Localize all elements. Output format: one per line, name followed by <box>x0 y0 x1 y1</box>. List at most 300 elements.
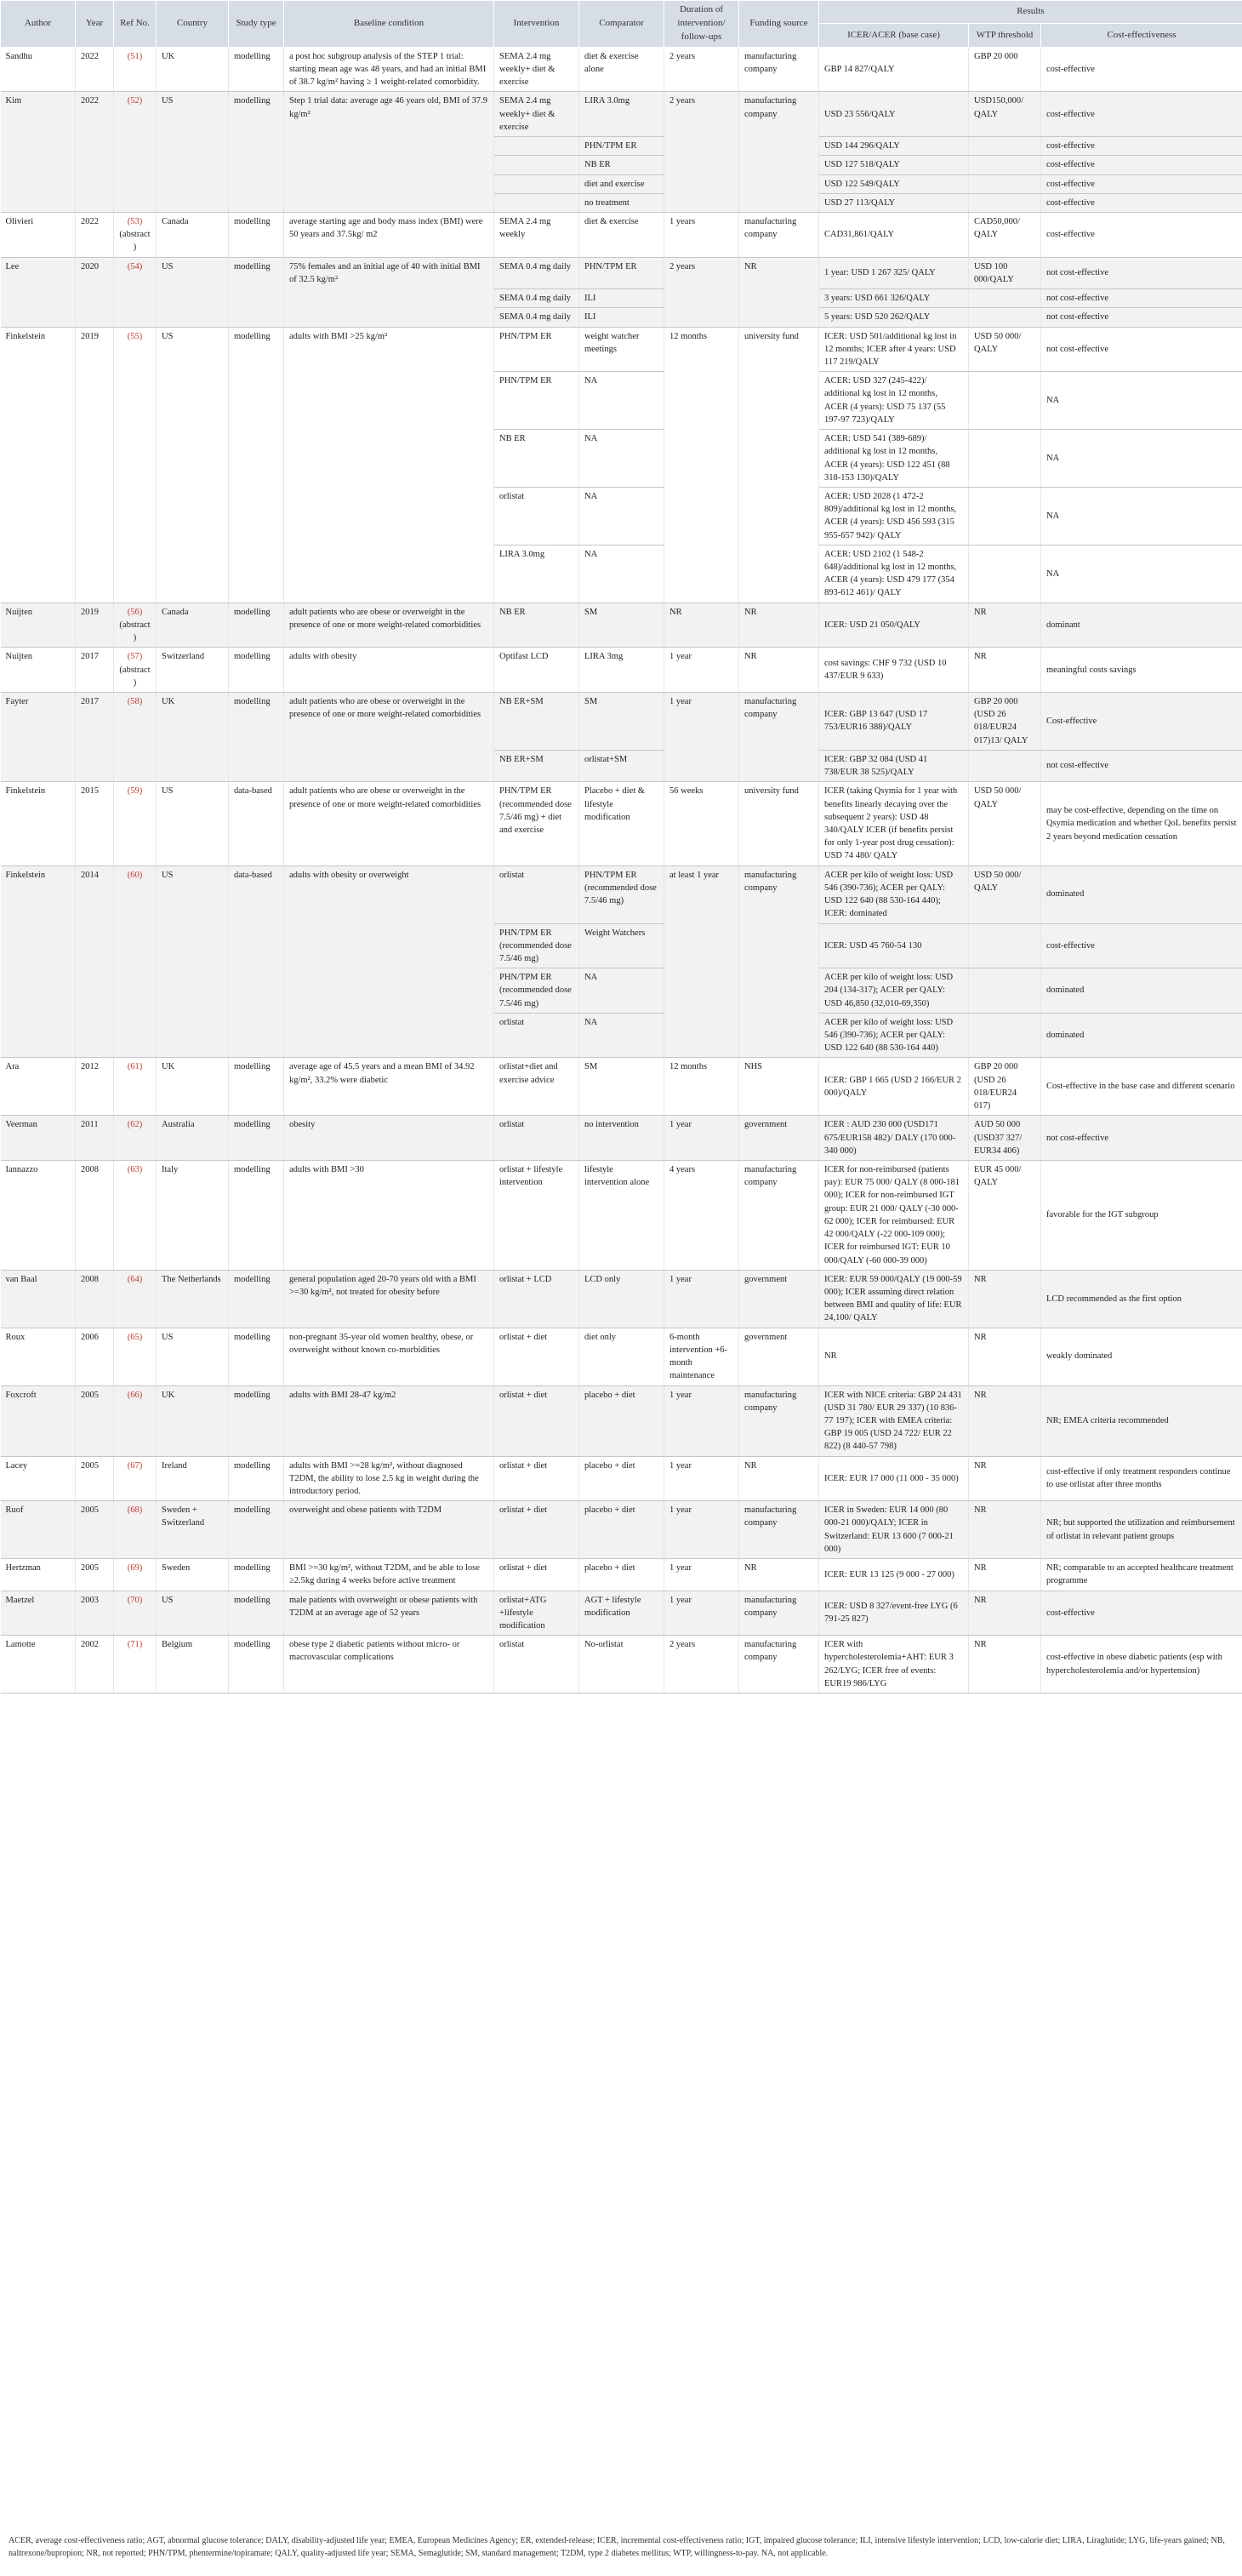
intervention-cell: SEMA 0.4 mg daily <box>494 308 579 327</box>
wtp-cell: USD 50 000/ QALY <box>969 865 1041 923</box>
comparator-cell: SM <box>579 1058 664 1116</box>
duration-cell: 4 years <box>664 1161 739 1271</box>
duration-cell: 2 years <box>664 257 739 327</box>
comparator-cell: SM <box>579 603 664 648</box>
study-type-cell: modelling <box>229 1161 284 1271</box>
intervention-cell: NB ER+SM <box>494 693 579 751</box>
comparator-cell: placebo + diet <box>579 1385 664 1456</box>
baseline-cell: obese type 2 diabetic patients without micro- or macrovascular complications <box>284 1636 494 1694</box>
intervention-cell: SEMA 2.4 mg weekly <box>494 213 579 258</box>
cost-effectiveness-cell: NA <box>1041 430 1242 488</box>
icer-cell: 3 years: USD 661 326/QALY <box>819 289 969 308</box>
table-row <box>1 1270 1242 1328</box>
intervention-cell <box>494 193 579 212</box>
duration-cell: 56 weeks <box>664 782 739 865</box>
table-row <box>1 1328 1242 1385</box>
wtp-cell: AUD 50 000 (USD37 327/ EUR34 406) <box>969 1116 1041 1161</box>
wtp-cell <box>969 174 1041 193</box>
comparator-cell: NA <box>579 372 664 430</box>
ref-cell <box>114 693 157 782</box>
cost-effectiveness-cell: not cost-effective <box>1041 257 1242 288</box>
reference-link[interactable]: (58) <box>127 697 143 706</box>
year-cell: 2003 <box>76 1591 114 1636</box>
funding-cell: manufacturing company <box>739 213 819 258</box>
intervention-cell: PHN/TPM ER (recommended dose 7.5/46 mg) + diet and exercise <box>494 782 579 865</box>
ref-cell <box>114 1636 157 1694</box>
baseline-cell: Step 1 trial data: average age 46 years old, BMI of 37.9 kg/m² <box>284 92 494 213</box>
table-footnote: ACER, average cost-effectiveness ratio; AGT, abnormal glucose tolerance; DALY, disability-adjusted life year; EMEA, European Medicines Agency; ER, extended-release; ICER, incremental cost-effectiveness ratio; IGT, impaired glucose tolerance; ILI, intensive lifestyle intervention; LCD, low-calorie diet; LIRA, Liraglutide; LYG, life-years gained; NB, naltrexone/bupropion; NR, not reported; PHN/TPM, phentermine/topiramate; QALY, quality-adjusted life year; SEMA, Semaglutide; SM, standard management; T2DM, type 2 diabetes mellitus; WTP, willingness-to-pay. NA, not applicable. <box>9 2536 1225 2558</box>
reference-link[interactable]: (53) <box>127 217 143 226</box>
cost-effectiveness-cell: cost-effective in obese diabetic patients (esp with hypercholesterolemia and/or hypertension) <box>1041 1636 1242 1694</box>
ref-cell <box>114 648 157 693</box>
duration-cell: 1 year <box>664 1501 739 1559</box>
wtp-cell: NR <box>969 1501 1041 1559</box>
intervention-cell: PHN/TPM ER (recommended dose 7.5/46 mg) <box>494 968 579 1014</box>
comparator-cell: SM <box>579 693 664 751</box>
cost-effectiveness-cell: favorable for the IGT subgroup <box>1041 1161 1242 1271</box>
country-cell: US <box>157 327 229 603</box>
icer-cell: ICER with NICE criteria: GBP 24 431 (USD 31 780/ EUR 29 337) (10 836-77 197); ICER with EMEA criteria: GBP 19 005 (USD 24 722/ EUR 22 822) (8 440-57 798) <box>819 1385 969 1456</box>
intervention-cell: orlistat + diet <box>494 1501 579 1559</box>
country-cell: Australia <box>157 1116 229 1161</box>
cost-effectiveness-cell: NA <box>1041 372 1242 430</box>
reference-link[interactable]: (63) <box>127 1165 143 1174</box>
cost-effectiveness-cell: NA <box>1041 545 1242 603</box>
comparator-cell: diet and exercise <box>579 174 664 193</box>
icer-cell: ICER: GBP 13 647 (USD 17 753/EUR16 388)/QALY <box>819 693 969 751</box>
author-cell: Kim <box>1 92 76 213</box>
comparator-cell: NA <box>579 968 664 1014</box>
comparator-cell: NA <box>579 430 664 488</box>
duration-cell: 1 year <box>664 693 739 782</box>
icer-cell: USD 127 518/QALY <box>819 156 969 174</box>
cost-effectiveness-cell: dominated <box>1041 968 1242 1014</box>
reference-link[interactable]: (57) <box>127 652 143 662</box>
funding-cell: manufacturing company <box>739 1385 819 1456</box>
duration-cell: 1 year <box>664 1456 739 1501</box>
country-cell: UK <box>157 693 229 782</box>
intervention-cell: orlistat + LCD <box>494 1270 579 1328</box>
year-cell: 2015 <box>76 782 114 865</box>
reference-note: (abstract) <box>119 665 151 688</box>
ref-cell <box>114 257 157 327</box>
comparator-cell: diet only <box>579 1328 664 1385</box>
cost-effectiveness-cell: may be cost-effective, depending on the time on Qsymia medication and whether QoL benefits persist 2 years beyond medication cessation <box>1041 782 1242 865</box>
author-cell: Roux <box>1 1328 76 1385</box>
baseline-cell: adults with BMI >=28 kg/m², without diagnosed T2DM, the ability to lose 2.5 kg in weight during the introductory period. <box>284 1456 494 1501</box>
cost-effectiveness-cell: not cost-effective <box>1041 1116 1242 1161</box>
duration-cell: 1 year <box>664 1559 739 1591</box>
study-type-cell: modelling <box>229 1456 284 1501</box>
duration-cell: 12 months <box>664 327 739 603</box>
author-cell: Nuijten <box>1 603 76 648</box>
intervention-cell: PHN/TPM ER <box>494 327 579 372</box>
table-row <box>1 648 1242 693</box>
icer-cell: NR <box>819 1328 969 1385</box>
year-cell: 2005 <box>76 1501 114 1559</box>
intervention-cell: PHN/TPM ER <box>494 372 579 430</box>
comparator-cell: diet & exercise <box>579 213 664 258</box>
header-country: Country <box>157 1 229 48</box>
intervention-cell <box>494 137 579 156</box>
comparator-cell: No-orlistat <box>579 1636 664 1694</box>
year-cell: 2008 <box>76 1270 114 1328</box>
cost-effectiveness-cell: NR; but supported the utilization and reimbursement of orlistat in relevant patient groups <box>1041 1501 1242 1559</box>
funding-cell: manufacturing company <box>739 1591 819 1636</box>
wtp-cell <box>969 137 1041 156</box>
country-cell: US <box>157 257 229 327</box>
duration-cell: 1 year <box>664 1116 739 1161</box>
country-cell: Sweden + Switzerland <box>157 1501 229 1559</box>
funding-cell: NR <box>739 603 819 648</box>
reference-link[interactable]: (52) <box>127 96 143 106</box>
wtp-cell: USD 50 000/ QALY <box>969 782 1041 865</box>
duration-cell: 1 year <box>664 1591 739 1636</box>
comparator-cell: weight watcher meetings <box>579 327 664 372</box>
icer-cell: ACER per kilo of weight loss: USD 546 (390-736); ACER per QALY: USD 122 640 (88 530-164 440); ICER: dominated <box>819 865 969 923</box>
comparator-cell: ILI <box>579 308 664 327</box>
ref-cell <box>114 603 157 648</box>
duration-cell: 1 years <box>664 213 739 258</box>
baseline-cell: male patients with overweight or obese patients with T2DM at an average age of 52 years <box>284 1591 494 1636</box>
funding-cell: NR <box>739 1456 819 1501</box>
baseline-cell: adult patients who are obese or overweight in the presence of one or more weight-related comorbidities <box>284 603 494 648</box>
study-type-cell: modelling <box>229 693 284 782</box>
wtp-cell <box>969 1013 1041 1058</box>
intervention-cell: orlistat + diet <box>494 1559 579 1591</box>
icer-cell: ICER (taking Qsymia for 1 year with benefits linearly decaying over the subsequent 2 years): USD 48 340/QALY ICER (if benefits persist for only 1-year post drug cessation): USD 74 480/ QALY <box>819 782 969 865</box>
wtp-cell <box>969 289 1041 308</box>
table-row <box>1 327 1242 372</box>
country-cell: UK <box>157 47 229 92</box>
reference-link[interactable]: (66) <box>127 1390 143 1400</box>
cost-effectiveness-cell: cost-effective <box>1041 213 1242 258</box>
author-cell: Hertzman <box>1 1559 76 1591</box>
table-row <box>1 1456 1242 1501</box>
baseline-cell: general population aged 20-70 years old with a BMI >=30 kg/m², not treated for obesity before <box>284 1270 494 1328</box>
duration-cell: 1 year <box>664 648 739 693</box>
cost-effectiveness-cell: LCD recommended as the first option <box>1041 1270 1242 1328</box>
study-type-cell: data-based <box>229 865 284 1058</box>
header-icer: ICER/ACER (base case) <box>819 24 969 47</box>
year-cell: 2002 <box>76 1636 114 1694</box>
author-cell: Lacey <box>1 1456 76 1501</box>
wtp-cell: GBP 20 000 (USD 26 018/EUR24 017) <box>969 1058 1041 1116</box>
reference-link[interactable]: (61) <box>127 1062 143 1072</box>
intervention-cell: NB ER+SM <box>494 750 579 781</box>
year-cell: 2019 <box>76 327 114 603</box>
intervention-cell <box>494 156 579 174</box>
author-cell: Ara <box>1 1058 76 1116</box>
duration-cell: 6-month intervention +6-month maintenance <box>664 1328 739 1385</box>
table-row <box>1 603 1242 648</box>
comparator-cell: Weight Watchers <box>579 923 664 968</box>
icer-cell: ACER per kilo of weight loss: USD 204 (134-317); ACER per QALY: USD 46,850 (32,010-69,350) <box>819 968 969 1014</box>
cost-effectiveness-cell: cost-effective <box>1041 1591 1242 1636</box>
study-type-cell: modelling <box>229 1270 284 1328</box>
table-row <box>1 693 1242 751</box>
wtp-cell: NR <box>969 1636 1041 1694</box>
country-cell: US <box>157 1328 229 1385</box>
study-type-cell: modelling <box>229 603 284 648</box>
header-cost-effectiveness: Cost-effectiveness <box>1041 24 1242 47</box>
ref-cell <box>114 1328 157 1385</box>
intervention-cell: orlistat + diet <box>494 1456 579 1501</box>
funding-cell: manufacturing company <box>739 47 819 92</box>
intervention-cell: SEMA 0.4 mg daily <box>494 289 579 308</box>
baseline-cell: average starting age and body mass index (BMI) were 50 years and 37.5kg/ m2 <box>284 213 494 258</box>
author-cell: Maetzel <box>1 1591 76 1636</box>
duration-cell: NR <box>664 603 739 648</box>
duration-cell: 1 year <box>664 1385 739 1456</box>
icer-cell: GBP 14 827/QALY <box>819 47 969 92</box>
author-cell: Finkelstein <box>1 327 76 603</box>
intervention-cell: orlistat <box>494 1013 579 1058</box>
cost-effectiveness-cell: meaningful costs savings <box>1041 648 1242 693</box>
country-cell: Ireland <box>157 1456 229 1501</box>
cost-effectiveness-cell: cost-effective <box>1041 92 1242 137</box>
funding-cell: university fund <box>739 327 819 603</box>
icer-cell: ACER: USD 541 (389-689)/ additional kg lost in 12 months, ACER (4 years): USD 122 451 (88 318-153 130)/QALY <box>819 430 969 488</box>
wtp-cell: USD 50 000/ QALY <box>969 327 1041 372</box>
cost-effectiveness-cell: NR; comparable to an accepted healthcare treatment programme <box>1041 1559 1242 1591</box>
funding-cell: manufacturing company <box>739 1501 819 1559</box>
reference-link[interactable]: (60) <box>127 870 143 880</box>
icer-cell: ICER: GBP 32 084 (USD 41 738/EUR 38 525)/QALY <box>819 750 969 781</box>
reference-link[interactable]: (71) <box>127 1640 143 1650</box>
cost-effectiveness-cell: cost-effective <box>1041 156 1242 174</box>
funding-cell: NR <box>739 1559 819 1591</box>
reference-link[interactable]: (56) <box>127 607 143 617</box>
wtp-cell: NR <box>969 648 1041 693</box>
cost-effectiveness-cell: NA <box>1041 487 1242 545</box>
wtp-cell <box>969 545 1041 603</box>
year-cell: 2019 <box>76 603 114 648</box>
comparator-cell: NA <box>579 487 664 545</box>
year-cell: 2020 <box>76 257 114 327</box>
intervention-cell: SEMA 0.4 mg daily <box>494 257 579 288</box>
year-cell: 2006 <box>76 1328 114 1385</box>
comparator-cell: PHN/TPM ER <box>579 257 664 288</box>
table-row <box>1 1385 1242 1456</box>
funding-cell: government <box>739 1328 819 1385</box>
duration-cell: at least 1 year <box>664 865 739 1058</box>
cost-effectiveness-cell: cost-effective <box>1041 137 1242 156</box>
reference-link[interactable]: (67) <box>127 1460 143 1471</box>
wtp-cell: NR <box>969 1559 1041 1591</box>
header-intervention: Intervention <box>494 1 579 48</box>
reference-link[interactable]: (51) <box>127 51 143 61</box>
reference-link[interactable]: (70) <box>127 1595 143 1605</box>
study-type-cell: modelling <box>229 257 284 327</box>
reference-note: (abstract) <box>119 230 151 253</box>
reference-link[interactable]: (55) <box>127 331 143 341</box>
duration-cell: 12 months <box>664 1058 739 1116</box>
intervention-cell: SEMA 2.4 mg weekly+ diet & exercise <box>494 47 579 92</box>
funding-cell: NR <box>739 648 819 693</box>
year-cell: 2017 <box>76 648 114 693</box>
cost-effectiveness-cell: weakly dominated <box>1041 1328 1242 1385</box>
year-cell: 2005 <box>76 1559 114 1591</box>
icer-cell: USD 27 113/QALY <box>819 193 969 212</box>
country-cell: Belgium <box>157 1636 229 1694</box>
cost-effectiveness-cell: not cost-effective <box>1041 308 1242 327</box>
intervention-cell: orlistat + diet <box>494 1328 579 1385</box>
table-row <box>1 1636 1242 1694</box>
comparator-cell: NB ER <box>579 156 664 174</box>
baseline-cell: 75% females and an initial age of 40 with initial BMI of 32.5 kg/m² <box>284 257 494 327</box>
ref-cell <box>114 1270 157 1328</box>
study-type-cell: modelling <box>229 648 284 693</box>
author-cell: Finkelstein <box>1 782 76 865</box>
comparator-cell: PHN/TPM ER <box>579 137 664 156</box>
wtp-cell: NR <box>969 603 1041 648</box>
header-results: Results <box>819 1 1242 24</box>
study-type-cell: modelling <box>229 1559 284 1591</box>
wtp-cell: CAD50,000/ QALY <box>969 213 1041 258</box>
year-cell: 2022 <box>76 92 114 213</box>
wtp-cell <box>969 372 1041 430</box>
study-type-cell: modelling <box>229 1328 284 1385</box>
country-cell: UK <box>157 1385 229 1456</box>
icer-cell: ICER in Sweden: EUR 14 000 (80 000-21 000)/QALY; ICER in Switzerland: EUR 13 600 (7 000-21 000) <box>819 1501 969 1559</box>
ref-cell <box>114 1385 157 1456</box>
icer-cell: ICER: USD 8 327/event-free LYG (6 791-25 827) <box>819 1591 969 1636</box>
cost-effectiveness-cell: dominant <box>1041 603 1242 648</box>
funding-cell: NR <box>739 257 819 327</box>
cost-effectiveness-cell: cost-effective <box>1041 923 1242 968</box>
table-row <box>1 1501 1242 1559</box>
year-cell: 2022 <box>76 47 114 92</box>
ref-cell <box>114 1456 157 1501</box>
wtp-cell: NR <box>969 1456 1041 1501</box>
intervention-cell: orlistat <box>494 865 579 923</box>
study-type-cell: modelling <box>229 1058 284 1116</box>
ref-cell <box>114 1591 157 1636</box>
icer-cell: ACER: USD 327 (245-422)/ additional kg lost in 12 months, ACER (4 years): USD 75 137 (55 197-97 723)/QALY <box>819 372 969 430</box>
intervention-cell: orlistat+diet and exercise advice <box>494 1058 579 1116</box>
ref-cell <box>114 1501 157 1559</box>
header-baseline: Baseline condition <box>284 1 494 48</box>
comparator-cell: PHN/TPM ER (recommended dose 7.5/46 mg) <box>579 865 664 923</box>
wtp-cell: EUR 45 000/ QALY <box>969 1161 1041 1271</box>
reference-link[interactable]: (59) <box>127 786 143 797</box>
cost-effectiveness-cell: cost-effective <box>1041 47 1242 92</box>
baseline-cell: BMI >=30 kg/m², without T2DM, and be able to lose ≥2.5kg during 4 weeks before active treatment <box>284 1559 494 1591</box>
icer-cell: ACER: USD 2102 (1 548-2 648)/additional kg lost in 12 months, ACER (4 years): USD 479 177 (354 893-612 461)/ QALY <box>819 545 969 603</box>
funding-cell: manufacturing company <box>739 92 819 213</box>
year-cell: 2014 <box>76 865 114 1058</box>
baseline-cell: adults with obesity <box>284 648 494 693</box>
comparator-cell: placebo + diet <box>579 1501 664 1559</box>
comparator-cell: NA <box>579 545 664 603</box>
baseline-cell: overweight and obese patients with T2DM <box>284 1501 494 1559</box>
wtp-cell: GBP 20 000 (USD 26 018/EUR24 017)13/ QALY <box>969 693 1041 751</box>
intervention-cell: LIRA 3.0mg <box>494 545 579 603</box>
comparator-cell: LIRA 3.0mg <box>579 92 664 137</box>
baseline-cell: adult patients who are obese or overweight in the presence of one or more weight-related comorbidities <box>284 782 494 865</box>
header-ref: Ref No. <box>114 1 157 48</box>
baseline-cell: obesity <box>284 1116 494 1161</box>
author-cell: Nuijten <box>1 648 76 693</box>
icer-cell: ICER: EUR 17 000 (11 000 - 35 000) <box>819 1456 969 1501</box>
study-type-cell: modelling <box>229 92 284 213</box>
country-cell: Sweden <box>157 1559 229 1591</box>
country-cell: Italy <box>157 1161 229 1271</box>
study-type-cell: modelling <box>229 1591 284 1636</box>
cost-effectiveness-cell: not cost-effective <box>1041 327 1242 372</box>
reference-note: (abstract) <box>119 620 151 643</box>
baseline-cell: adults with BMI >30 <box>284 1161 494 1271</box>
intervention-cell: Optifast LCD <box>494 648 579 693</box>
cost-effectiveness-cell: Cost-effective <box>1041 693 1242 751</box>
baseline-cell: a post hoc subgroup analysis of the STEP 1 trial: starting mean age was 48 years, and had an initial BMI of 38.7 kg/m² having ≥ 1 weight-related comorbidity. <box>284 47 494 92</box>
baseline-cell: adult patients who are obese or overweight in the presence of one or more weight-related comorbidities <box>284 693 494 782</box>
study-type-cell: modelling <box>229 213 284 258</box>
table-row <box>1 782 1242 865</box>
year-cell: 2005 <box>76 1456 114 1501</box>
intervention-cell: orlistat <box>494 1636 579 1694</box>
year-cell: 2012 <box>76 1058 114 1116</box>
reference-link[interactable]: (69) <box>127 1563 143 1574</box>
comparator-cell: diet & exercise alone <box>579 47 664 92</box>
year-cell: 2008 <box>76 1161 114 1271</box>
intervention-cell: orlistat + diet <box>494 1385 579 1456</box>
icer-cell: ICER: GBP 1 665 (USD 2 166/EUR 2 000)/QALY <box>819 1058 969 1116</box>
wtp-cell <box>969 750 1041 781</box>
reference-link[interactable]: (62) <box>127 1120 143 1130</box>
wtp-cell <box>969 156 1041 174</box>
header-year: Year <box>76 1 114 48</box>
icer-cell: 1 year: USD 1 267 325/ QALY <box>819 257 969 288</box>
author-cell: Lamotte <box>1 1636 76 1694</box>
icer-cell: USD 23 556/QALY <box>819 92 969 137</box>
cost-effectiveness-cell: cost-effective <box>1041 193 1242 212</box>
funding-cell: manufacturing company <box>739 693 819 782</box>
ref-cell <box>114 1559 157 1591</box>
funding-cell: NHS <box>739 1058 819 1116</box>
country-cell: US <box>157 782 229 865</box>
country-cell: UK <box>157 1058 229 1116</box>
wtp-cell: NR <box>969 1270 1041 1328</box>
reference-link[interactable]: (64) <box>127 1274 143 1284</box>
intervention-cell: orlistat <box>494 487 579 545</box>
duration-cell: 2 years <box>664 1636 739 1694</box>
intervention-cell: PHN/TPM ER (recommended dose 7.5/46 mg) <box>494 923 579 968</box>
comparator-cell: placebo + diet <box>579 1559 664 1591</box>
icer-cell: USD 122 549/QALY <box>819 174 969 193</box>
reference-link[interactable]: (65) <box>127 1332 143 1342</box>
funding-cell: manufacturing company <box>739 1636 819 1694</box>
year-cell: 2022 <box>76 213 114 258</box>
icer-cell: ICER: USD 45 760-54 130 <box>819 923 969 968</box>
icer-cell: ACER per kilo of weight loss: USD 546 (390-736); ACER per QALY: USD 122 640 (88 530-164 440) <box>819 1013 969 1058</box>
comparator-cell: LIRA 3mg <box>579 648 664 693</box>
ref-cell <box>114 1161 157 1271</box>
icer-cell: ICER for non-reimbursed (patients pay): EUR 75 000/ QALY (8 000-181 000); ICER for non-reimbursed IGT group: EUR 21 000/ QALY (-30 000-62 000); ICER for reimbursed: EUR 42 000/QALY (-22 000-109 000); ICER for reimbursed IGT: EUR 10 000/QALY (-60 000-39 000) <box>819 1161 969 1271</box>
baseline-cell: average age of 45.5 years and a mean BMI of 34.92 kg/m², 33.2% were diabetic <box>284 1058 494 1116</box>
cost-effectiveness-cell: dominated <box>1041 865 1242 923</box>
country-cell: The Netherlands <box>157 1270 229 1328</box>
funding-cell: government <box>739 1270 819 1328</box>
header-wtp: WTP threshold <box>969 24 1041 47</box>
icer-cell: ICER with hypercholesterolemia+AHT: EUR 3 262/LYG; ICER free of events: EUR19 986/LYG <box>819 1636 969 1694</box>
author-cell: Sandhu <box>1 47 76 92</box>
wtp-cell: NR <box>969 1328 1041 1385</box>
reference-link[interactable]: (54) <box>127 261 143 271</box>
baseline-cell: adults with BMI >25 kg/m² <box>284 327 494 603</box>
reference-link[interactable]: (68) <box>127 1505 143 1516</box>
